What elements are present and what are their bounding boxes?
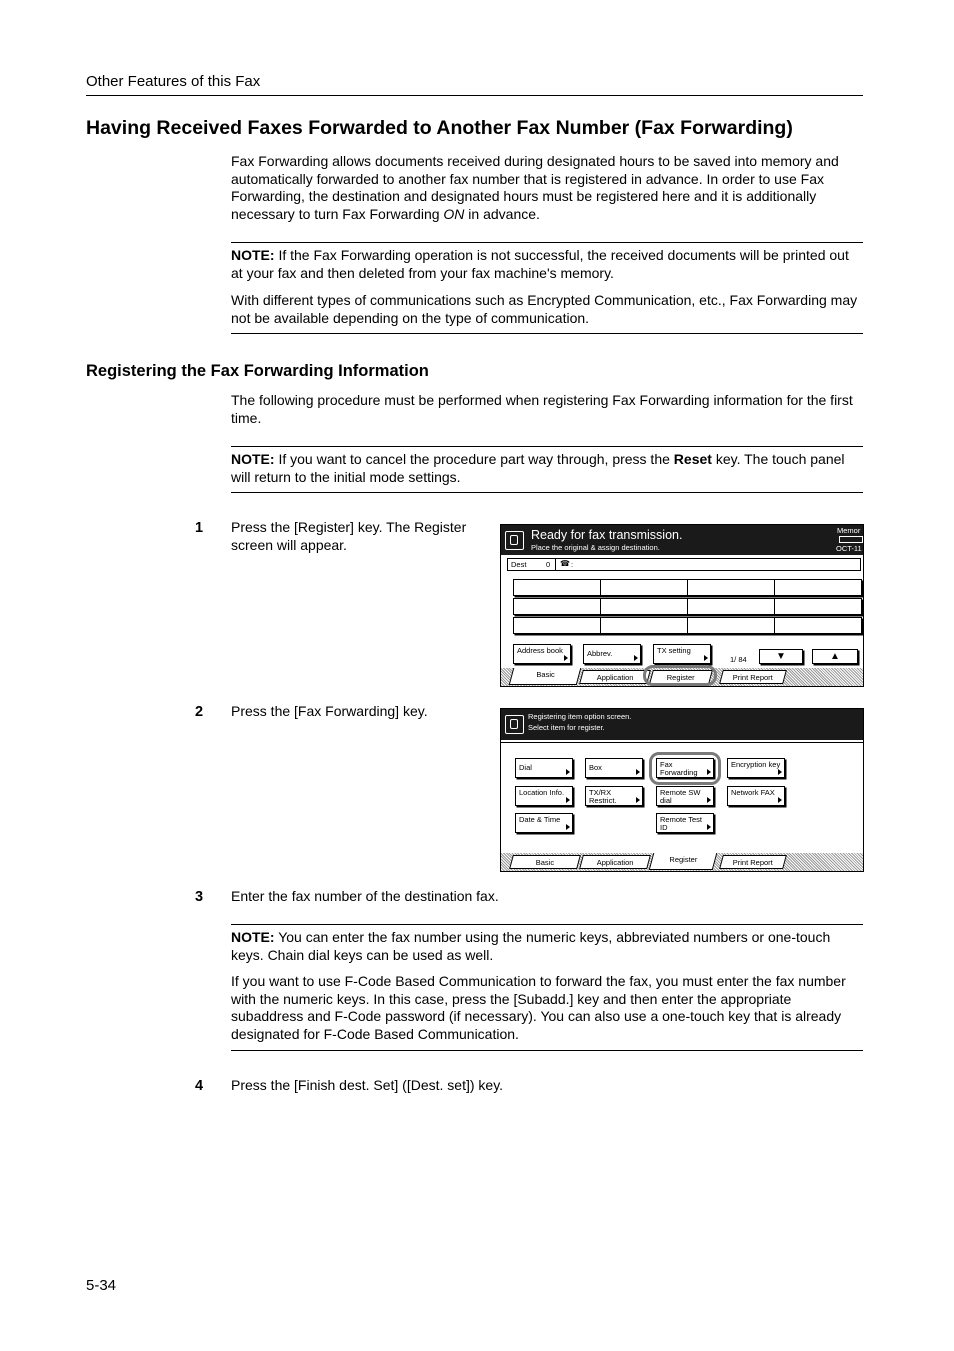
status-line-1: Registering item option screen. bbox=[528, 712, 632, 721]
one-touch-key[interactable] bbox=[774, 617, 862, 634]
fax-forwarding-highlight bbox=[649, 752, 721, 785]
arrow-right-icon bbox=[636, 797, 640, 803]
step-text: Enter the fax number of the destination fax. bbox=[231, 888, 499, 904]
note-rule-top bbox=[231, 446, 863, 447]
note-rule-top bbox=[231, 924, 863, 925]
one-touch-key[interactable] bbox=[600, 617, 688, 634]
page-title: Having Received Faxes Forwarded to Another Fax Number (Fax Forwarding) bbox=[86, 117, 793, 139]
page-number: 5-34 bbox=[86, 1277, 117, 1294]
remote-test-id-button[interactable]: Remote Test ID bbox=[656, 813, 714, 833]
arrow-right-icon bbox=[634, 655, 638, 661]
divider bbox=[555, 559, 556, 570]
step-number: 3 bbox=[195, 889, 204, 905]
memory-gauge bbox=[839, 536, 863, 543]
dest-count: 0 bbox=[546, 560, 551, 569]
status-bar bbox=[501, 709, 863, 740]
one-touch-key[interactable] bbox=[687, 617, 775, 634]
note-rule-bottom bbox=[231, 492, 863, 493]
step-number: 1 bbox=[195, 520, 204, 536]
fax-forwarding-button[interactable]: Fax Forwarding bbox=[656, 758, 714, 778]
fax-ready-screen bbox=[500, 524, 864, 687]
scroll-down-button[interactable] bbox=[759, 649, 803, 664]
dest-colon: : bbox=[571, 560, 574, 569]
note2-paragraph: NOTE: If you want to cancel the procedure part way through, press the Reset key. The touch panel will return to the initial mode settings. bbox=[231, 451, 845, 485]
arrow-right-icon bbox=[778, 769, 782, 775]
status-line-2: Select item for register. bbox=[528, 723, 605, 732]
arrow-right-icon bbox=[566, 797, 570, 803]
arrow-right-icon bbox=[566, 769, 570, 775]
tab-basic[interactable]: Basic bbox=[509, 855, 581, 869]
step-text: Press the [Register] key. The Register screen will appear. bbox=[231, 519, 467, 553]
note-rule-bottom bbox=[231, 333, 863, 334]
abbrev-button[interactable]: Abbrev. bbox=[583, 644, 641, 664]
one-touch-key[interactable] bbox=[687, 579, 775, 596]
tab-basic[interactable]: Basic bbox=[509, 668, 582, 685]
date-label: OCT-11 bbox=[836, 544, 862, 553]
fax-icon bbox=[505, 715, 524, 734]
one-touch-key[interactable] bbox=[513, 579, 601, 596]
triangle-up-icon: ▲ bbox=[830, 651, 840, 662]
tab-register[interactable]: Register bbox=[649, 670, 713, 684]
section-intro: The following procedure must be performed when registering Fax Forwarding information for the first time. bbox=[231, 392, 853, 426]
step-number: 2 bbox=[195, 704, 204, 720]
one-touch-key[interactable] bbox=[774, 598, 862, 615]
tx-setting-button[interactable]: TX setting bbox=[653, 644, 711, 664]
arrow-right-icon bbox=[778, 797, 782, 803]
one-touch-key[interactable] bbox=[513, 617, 601, 634]
one-touch-key[interactable] bbox=[600, 598, 688, 615]
box-button[interactable]: Box bbox=[585, 758, 643, 778]
running-header: Other Features of this Fax bbox=[86, 73, 261, 90]
section-heading: Registering the Fax Forwarding Information bbox=[86, 362, 429, 380]
intro-paragraph: Fax Forwarding allows documents received during designated hours to be saved into memory and automatically forwarded to another fax number that is registered in advance. In order to use Fax Forwarding, the destination and designated hours must be registered here and it is additionally necessary to turn Fax Forwarding ON in advance. bbox=[231, 153, 839, 222]
network-fax-button[interactable]: Network FAX bbox=[727, 786, 785, 806]
step-number: 4 bbox=[195, 1078, 204, 1094]
dial-button[interactable]: Dial bbox=[515, 758, 573, 778]
header-rule bbox=[86, 95, 863, 96]
page-counter: 1/ 84 bbox=[730, 655, 747, 664]
tab-bar bbox=[501, 853, 863, 871]
one-touch-key[interactable] bbox=[513, 598, 601, 615]
note-rule-top bbox=[231, 242, 863, 243]
fax-icon bbox=[505, 531, 524, 550]
status-subtext: Place the original & assign destination. bbox=[531, 543, 660, 552]
tab-register[interactable]: Register bbox=[649, 853, 718, 870]
encryption-key-button[interactable]: Encryption key bbox=[727, 758, 785, 778]
step-text: Press the [Finish dest. Set] ([Dest. set]) key. bbox=[231, 1077, 504, 1093]
address-book-button[interactable]: Address book bbox=[513, 644, 571, 664]
arrow-right-icon bbox=[707, 824, 711, 830]
tab-application[interactable]: Application bbox=[579, 855, 651, 869]
note1-paragraph: NOTE: If the Fax Forwarding operation is not successful, the received documents will be printed out at your fax and then deleted from your fax machine's memory. bbox=[231, 247, 849, 281]
tab-print-report[interactable]: Print Report bbox=[719, 855, 787, 869]
triangle-down-icon: ▼ bbox=[776, 651, 786, 662]
arrow-right-icon bbox=[564, 655, 568, 661]
arrow-right-icon bbox=[704, 655, 708, 661]
arrow-right-icon bbox=[566, 824, 570, 830]
memory-label: Memor bbox=[837, 526, 861, 535]
one-touch-key[interactable] bbox=[687, 598, 775, 615]
arrow-right-icon bbox=[707, 797, 711, 803]
status-text: Ready for fax transmission. bbox=[531, 528, 683, 542]
note3-paragraph: NOTE: You can enter the fax number using the numeric keys, abbreviated numbers or one-touch keys. Chain dial keys can be used as well. bbox=[231, 929, 831, 963]
scroll-up-button[interactable] bbox=[812, 649, 858, 664]
txrx-restrict-button[interactable]: TX/RX Restrict. bbox=[585, 786, 643, 806]
dest-label: Dest bbox=[511, 560, 527, 569]
status-bar bbox=[501, 525, 863, 555]
arrow-right-icon bbox=[636, 769, 640, 775]
register-tab-highlight bbox=[643, 665, 717, 686]
phone-icon: ☎ bbox=[560, 559, 570, 568]
date-time-button[interactable]: Date & Time bbox=[515, 813, 573, 833]
note-rule-bottom bbox=[231, 1050, 863, 1051]
note1-paragraph-2: With different types of communications such as Encrypted Communication, etc., Fax Forwarding may not be available depending on the type of communication. bbox=[231, 292, 858, 326]
one-touch-key[interactable] bbox=[774, 579, 862, 596]
tab-application[interactable]: Application bbox=[579, 670, 651, 684]
one-touch-key[interactable] bbox=[600, 579, 688, 596]
remote-sw-dial-button[interactable]: Remote SW dial bbox=[656, 786, 714, 806]
divider bbox=[501, 740, 863, 743]
step-text: Press the [Fax Forwarding] key. bbox=[231, 703, 428, 719]
register-screen bbox=[500, 708, 864, 872]
note3-paragraph-2: If you want to use F-Code Based Communication to forward the fax, you must enter the fax number with the numeric keys. In this case, press the [Subadd.] key and then enter the appropriate subaddress and F-Code password (if necessary). You can also use a one-touch key that is already designated for F-Code Based Communication. bbox=[231, 973, 846, 1042]
location-info-button[interactable]: Location Info. bbox=[515, 786, 573, 806]
destination-field[interactable] bbox=[507, 558, 861, 571]
tab-print-report[interactable]: Print Report bbox=[719, 670, 787, 684]
